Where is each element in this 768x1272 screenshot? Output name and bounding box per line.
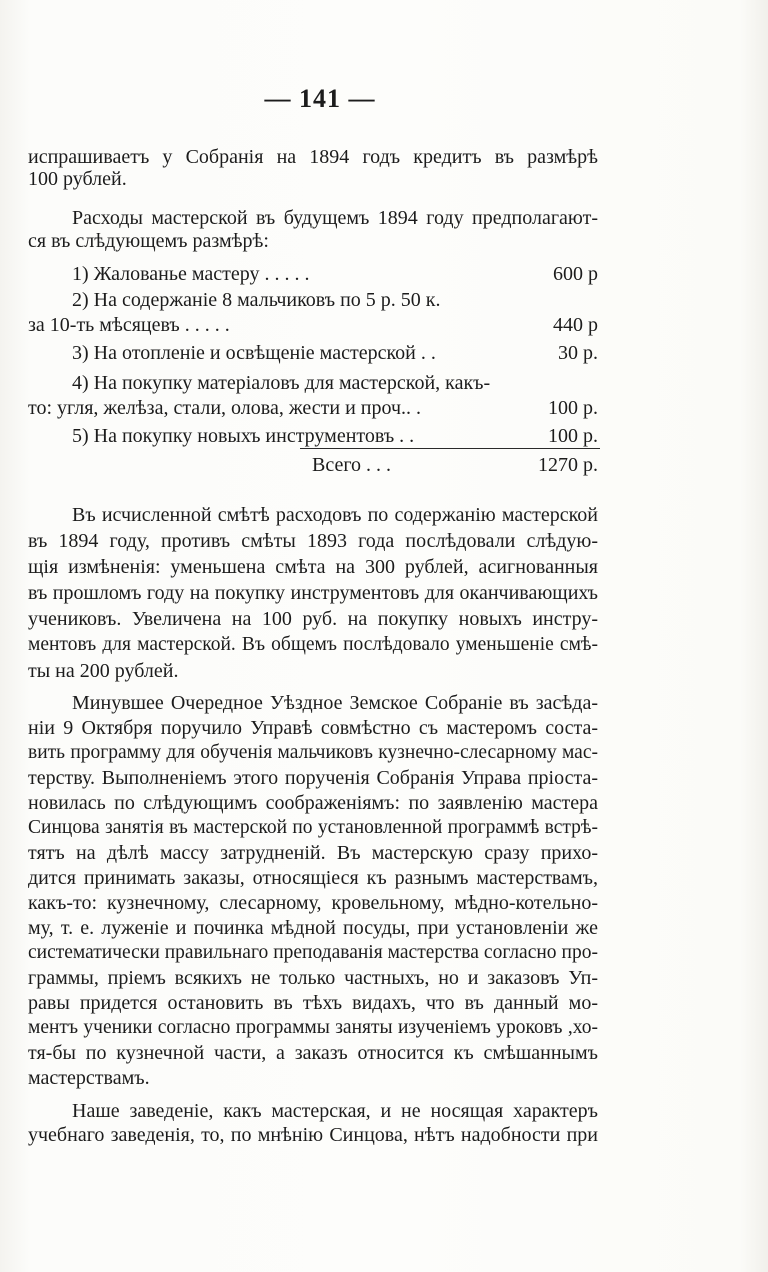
expense-item-label: то: угля, желѣза, стали, олова, жести и проч.. . <box>28 397 422 419</box>
expense-item-label: 3) На отопленіе и освѣщеніе мастерской . . <box>72 342 436 364</box>
expense-item-amount: 440 р <box>553 314 598 336</box>
text-line: въ прошломъ году на покупку инструментовъ для оканчивающихъ <box>28 582 598 604</box>
expense-item-1 <box>72 261 598 287</box>
expense-item-amount: 100 р. <box>548 425 598 447</box>
text-line: учениковъ. Увеличена на 100 руб. на покупку новыхъ инстру- <box>28 608 598 630</box>
expense-item-label: 1) Жалованье мастеру . . . . . <box>72 263 310 285</box>
text-line: ментовъ для мастерской. Въ общемъ послѣдовало уменьшеніе смѣ- <box>28 634 598 655</box>
text-line: Синцова занятія въ мастерской по установленной программѣ встрѣ- <box>28 817 598 838</box>
text-line: равы придется остановить въ тѣхъ видахъ, что въ данный мо- <box>28 992 598 1014</box>
text-line: граммы, пріемъ всякихъ не только частныхъ, но и заказовъ Уп- <box>28 967 598 989</box>
text-line: новилась по слѣдующимъ соображеніямъ: по заявленію мастера <box>28 792 598 814</box>
text-line: ніи 9 Октября поручило Управѣ совмѣстно съ мастеромъ соста- <box>28 717 598 739</box>
text-line: Расходы мастерской въ будущемъ 1894 году предполагают- <box>72 207 598 229</box>
expense-item-3 <box>72 340 598 366</box>
page-number: — 141 — <box>264 84 376 113</box>
expense-item-label: за 10-ть мѣсяцевъ . . . . . <box>28 314 230 336</box>
text-line: мастерствамъ. <box>28 1067 150 1089</box>
text-line: систематически правильнаго преподаванія мастерства согласно про- <box>28 942 598 963</box>
expense-item-label: 2) На содержаніе 8 мальчиковъ по 5 р. 50 к. <box>72 289 441 311</box>
text-line: дится принимать заказы, относящіеся къ разнымъ мастерствамъ, <box>28 867 598 889</box>
expense-item-amount: 600 р <box>553 263 598 285</box>
total-amount: 1270 р. <box>538 454 598 476</box>
text-line: испрашиваетъ у Собранія на 1894 годъ кредитъ въ размѣрѣ <box>28 146 598 168</box>
text-line: вить программу для обученія мальчиковъ кузнечно-слесарному мас- <box>28 742 598 763</box>
expense-item-4 <box>72 370 598 396</box>
text-line: ментъ ученики согласно программы заняты изученіемъ уроковъ ,хо- <box>28 1017 598 1038</box>
expense-item-label: 4) На покупку матеріаловъ для мастерской, какъ- <box>72 372 491 394</box>
expense-item-amount: 100 р. <box>548 397 598 419</box>
text-line: какъ-то: кузнечному, слесарному, кровельному, мѣдно-котельно- <box>28 892 598 914</box>
text-line: учебнаго заведенія, то, по мнѣнію Синцова, нѣтъ надобности при <box>28 1124 598 1146</box>
total-rule <box>300 448 600 449</box>
expense-item-4-cont <box>28 395 598 421</box>
text-line: щія измѣненія: уменьшена смѣта на 300 рублей, асигнованныя <box>28 556 598 578</box>
total-label: Всего . . . <box>312 454 392 476</box>
expense-item-5 <box>72 423 598 449</box>
text-line: му, т. е. луженіе и починка мѣдной посуды, при установленіи же <box>28 917 598 939</box>
text-line: тя-бы по кузнечной части, а заказъ относится къ смѣшаннымъ <box>28 1042 598 1064</box>
text-line: Въ исчисленной смѣтѣ расходовъ по содержанію мастерской <box>72 504 598 526</box>
text-line: ты на 200 рублей. <box>28 660 179 682</box>
text-line: въ 1894 году, противъ смѣты 1893 года послѣдовали слѣдую- <box>28 530 598 552</box>
text-line: 100 рублей. <box>28 168 127 190</box>
expense-item-2 <box>72 287 598 313</box>
text-line: терству. Выполненіемъ этого порученія Собранія Управа пріоста- <box>28 767 598 789</box>
text-line: Наше заведеніе, какъ мастерская, и не носящая характеръ <box>72 1100 598 1122</box>
text-line: Минувшее Очередное Уѣздное Земское Собраніе въ засѣда- <box>72 692 598 714</box>
expense-item-amount: 30 р. <box>558 342 598 364</box>
text-line: тятъ на дѣлѣ массу затрудненій. Въ мастерскую сразу прихо- <box>28 842 598 864</box>
expense-item-2-cont <box>28 312 598 338</box>
expense-item-label: 5) На покупку новыхъ инструментовъ . . <box>72 425 415 447</box>
text-line: ся въ слѣдующемъ размѣрѣ: <box>28 230 269 252</box>
